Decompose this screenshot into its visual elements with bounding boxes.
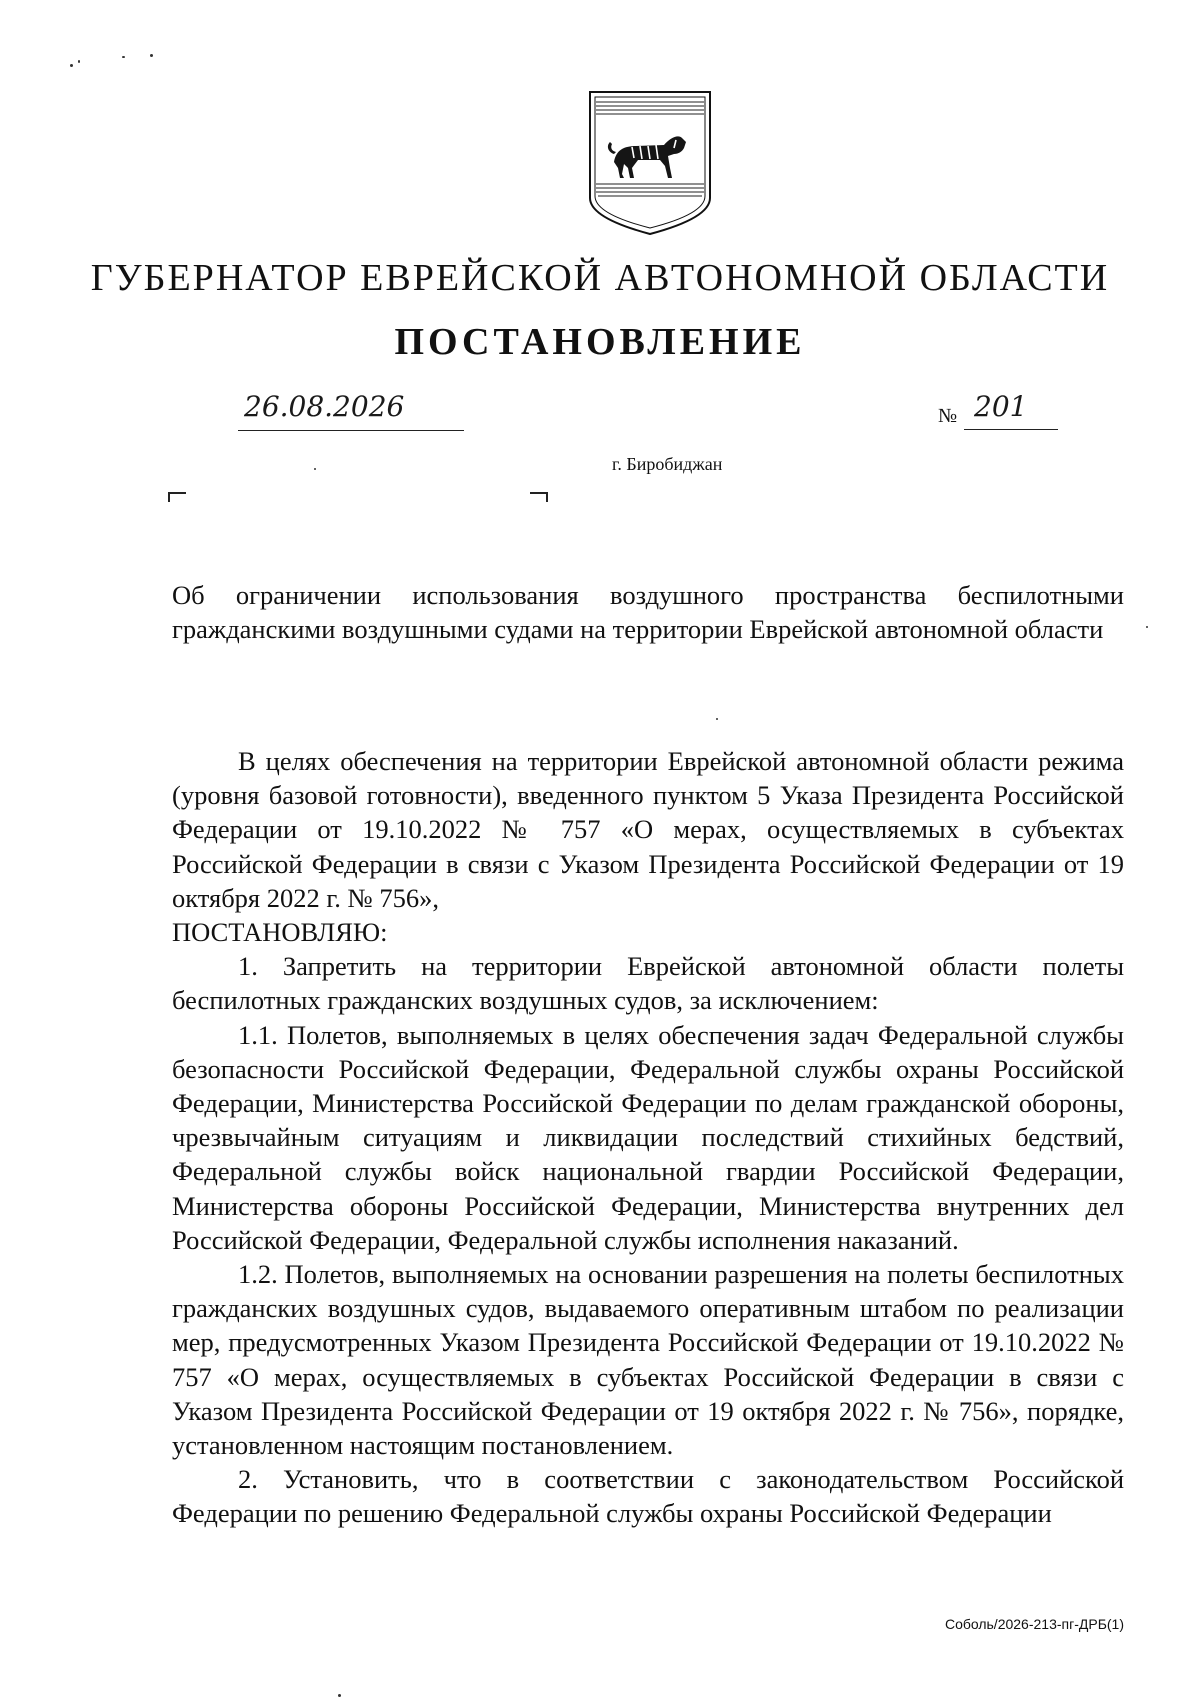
scan-speck	[150, 54, 153, 57]
scan-speck	[1146, 626, 1148, 628]
document-body	[172, 744, 1124, 1531]
corner-mark-right	[530, 492, 548, 502]
issuing-authority: ГУБЕРНАТОР ЕВРЕЙСКОЙ АВТОНОМНОЙ ОБЛАСТИ	[90, 257, 1110, 299]
number-sign: №	[938, 405, 958, 427]
city: г. Биробиджан	[612, 454, 723, 474]
scan-speck	[70, 64, 73, 67]
scan-speck	[716, 718, 718, 720]
item-1-1-paragraph: 1.1. Полетов, выполняемых в целях обеспечения задач Федеральной службы безопасности Российской Федерации, Федеральной службы охраны Российской Федерации, Министерства Российской Федерации по делам гражданской обороны, чрезвычайным ситуациям и ликвидации последствий стихийных бедствий, Федеральной службы войск национальной гвардии Российской Федерации, Министерства обороны Российской Федерации, Министерства внутренних дел Российской Федерации, Федеральной службы исполнения наказаний.	[172, 1019, 1124, 1255]
item-2-paragraph: 2. Установить, что в соответствии с законодательством Российской Федерации по решению Федеральной службы охраны Российской Федерации	[172, 1464, 1124, 1529]
scan-speck	[314, 468, 316, 470]
number-underline	[964, 429, 1058, 430]
date-field	[238, 390, 464, 431]
scan-speck	[122, 56, 125, 58]
document-code: Соболь/2026-213-пг-ДРБ(1)	[944, 1616, 1124, 1632]
document-type: ПОСТАНОВЛЕНИЕ	[394, 321, 806, 363]
scan-speck	[338, 1694, 341, 1697]
coat-of-arms-icon	[588, 90, 712, 236]
preamble-paragraph: В целях обеспечения на территории Еврейской автономной области режима (уровня базовой готовности), введенного пунктом 5 Указа Президента Российской Федерации от 19.10.2022 № 757 «О мерах, осуществляемых в субъектах Российской Федерации в связи с Указом Президента Российской Федерации от 19 октября 2022 г. № 756»,	[172, 746, 1124, 913]
corner-mark-left	[168, 492, 186, 502]
item-1-2-paragraph: 1.2. Полетов, выполняемых на основании разрешения на полеты беспилотных гражданских воздушных судов, выдаваемого оперативным штабом по реализации мер, предусмотренных Указом Президента Российской Федерации от 19.10.2022 № 757 «О мерах, осуществляемых в субъектах Российской Федерации в связи с Указом Президента Российской Федерации от 19 октября 2022 г. № 756», порядке, установленном настоящим постановлением.	[172, 1259, 1124, 1461]
number-field	[938, 390, 1058, 430]
scan-speck	[78, 60, 80, 63]
handwritten-number: 201	[974, 390, 1028, 423]
decree-word: ПОСТАНОВЛЯЮ:	[172, 917, 388, 948]
handwritten-date: 26.08.2026	[244, 390, 405, 423]
item-1-paragraph: 1. Запретить на территории Еврейской автономной области полеты беспилотных гражданских воздушных судов, за исключением:	[172, 951, 1124, 1016]
document-subject: Об ограничении использования воздушного пространства беспилотными гражданскими воздушными судами на территории Еврейской автономной области	[172, 580, 1124, 644]
